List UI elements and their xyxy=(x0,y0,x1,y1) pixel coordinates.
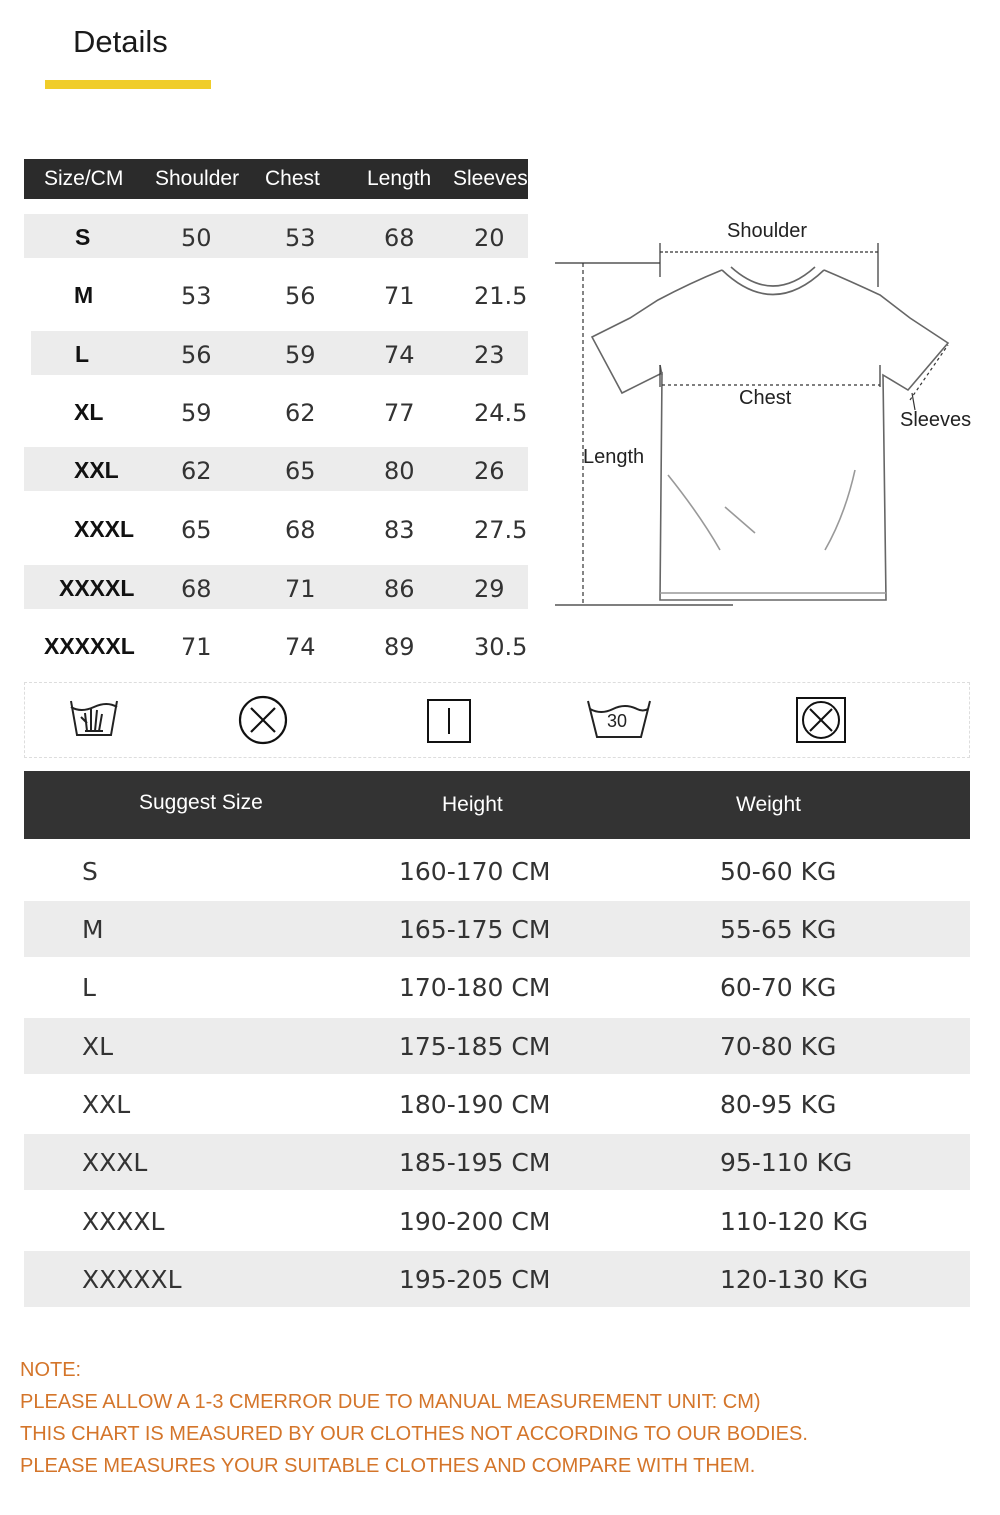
table-row xyxy=(24,1076,970,1132)
table-row xyxy=(24,1193,970,1249)
table-row xyxy=(31,331,528,375)
weight-cell: 55-65 KG xyxy=(720,915,837,944)
chest-cell: 68 xyxy=(285,516,316,544)
length-cell: 77 xyxy=(384,399,415,427)
table-row xyxy=(24,959,970,1015)
height-cell: 160-170 CM xyxy=(399,857,551,886)
sleeves-label: Sleeves xyxy=(900,409,972,431)
table-row xyxy=(24,447,528,491)
length-cell: 74 xyxy=(384,341,415,369)
height-cell: 185-195 CM xyxy=(399,1148,551,1177)
shoulder-cell: 56 xyxy=(181,341,212,369)
line-dry-icon xyxy=(426,698,472,744)
weight-cell: 110-120 KG xyxy=(720,1207,869,1236)
size-col-header: Size/CM xyxy=(44,167,124,190)
tshirt-measurement-diagram xyxy=(550,215,990,615)
table-row xyxy=(24,1134,970,1190)
note-line: PLEASE MEASURES YOUR SUITABLE CLOTHES AND COMPARE WITH THEM. xyxy=(20,1455,756,1477)
sleeves-cell: 21.5 xyxy=(474,282,528,310)
height-cell: 190-200 CM xyxy=(399,1207,551,1236)
suggest-size-cell: XL xyxy=(82,1032,114,1061)
chest-label: Chest xyxy=(739,387,792,409)
table-row xyxy=(24,623,528,667)
note-heading: NOTE: xyxy=(20,1359,82,1381)
table-row xyxy=(24,901,970,957)
chest-cell: 56 xyxy=(285,282,316,310)
note-line: PLEASE ALLOW A 1-3 CMERROR DUE TO MANUAL MEASUREMENT UNIT: CM) xyxy=(20,1391,761,1413)
table-row xyxy=(24,1018,970,1074)
sleeves-cell: 20 xyxy=(474,224,505,252)
size-chart-header xyxy=(24,159,528,199)
length-cell: 71 xyxy=(384,282,415,310)
suggest-size-col-header: Suggest Size xyxy=(139,791,263,814)
size-cell: XXXXXL xyxy=(44,633,135,659)
suggest-size-cell: XXXL xyxy=(82,1148,148,1177)
shoulder-cell: 71 xyxy=(181,633,212,661)
table-row xyxy=(24,1251,970,1307)
height-cell: 165-175 CM xyxy=(399,915,551,944)
sleeves-cell: 23 xyxy=(474,341,505,369)
height-cell: 180-190 CM xyxy=(399,1090,551,1119)
chest-cell: 62 xyxy=(285,399,316,427)
sleeves-cell: 24.5 xyxy=(474,399,528,427)
weight-cell: 50-60 KG xyxy=(720,857,837,886)
suggest-size-cell: XXXXXL xyxy=(82,1265,182,1294)
table-row xyxy=(24,389,528,433)
length-cell: 80 xyxy=(384,457,415,485)
height-cell: 195-205 CM xyxy=(399,1265,551,1294)
wash-30-icon xyxy=(585,697,653,741)
shoulder-cell: 53 xyxy=(181,282,212,310)
length-col-header: Length xyxy=(367,167,432,190)
size-cell: XXXL xyxy=(74,516,135,542)
shoulder-label: Shoulder xyxy=(727,220,808,242)
length-label: Length xyxy=(583,446,645,468)
chest-cell: 59 xyxy=(285,341,316,369)
length-cell: 83 xyxy=(384,516,415,544)
size-chart-table xyxy=(24,159,528,661)
size-cell: M xyxy=(74,282,94,308)
shoulder-cell: 59 xyxy=(181,399,212,427)
height-cell: 175-185 CM xyxy=(399,1032,551,1061)
size-cell: XXXXL xyxy=(59,575,135,601)
suggest-table-header xyxy=(24,771,970,839)
height-cell: 170-180 CM xyxy=(399,973,551,1002)
size-cell: XL xyxy=(74,399,104,425)
do-not-dry-clean-icon xyxy=(237,694,289,746)
suggest-size-cell: S xyxy=(82,857,98,886)
table-row xyxy=(24,565,528,609)
note-line: THIS CHART IS MEASURED BY OUR CLOTHES NOT ACCORDING TO OUR BODIES. xyxy=(20,1423,808,1445)
table-row xyxy=(24,506,528,550)
table-row xyxy=(24,214,528,258)
sleeves-col-header: Sleeves xyxy=(453,167,528,190)
length-cell: 89 xyxy=(384,633,415,661)
suggest-size-cell: XXXXL xyxy=(82,1207,165,1236)
chest-cell: 53 xyxy=(285,224,316,252)
sleeves-cell: 29 xyxy=(474,575,505,603)
table-row xyxy=(24,843,970,899)
length-cell: 68 xyxy=(384,224,415,252)
do-not-tumble-dry-icon xyxy=(795,696,847,744)
wash-temperature: 30 xyxy=(607,711,628,731)
height-col-header: Height xyxy=(442,793,503,816)
sleeves-cell: 30.5 xyxy=(474,633,528,661)
chest-cell: 71 xyxy=(285,575,316,603)
size-cell: XXL xyxy=(74,457,119,483)
shoulder-col-header: Shoulder xyxy=(155,167,240,190)
weight-cell: 120-130 KG xyxy=(720,1265,869,1294)
chest-cell: 74 xyxy=(285,633,316,661)
shoulder-cell: 62 xyxy=(181,457,212,485)
page-title: Details xyxy=(73,24,168,59)
chest-col-header: Chest xyxy=(265,167,320,190)
title-underline xyxy=(45,80,211,89)
shoulder-cell: 68 xyxy=(181,575,212,603)
hand-wash-icon xyxy=(67,693,121,739)
suggest-size-cell: XXL xyxy=(82,1090,131,1119)
care-instructions-bar xyxy=(24,682,970,758)
weight-cell: 70-80 KG xyxy=(720,1032,837,1061)
suggest-size-cell: M xyxy=(82,915,104,944)
weight-cell: 80-95 KG xyxy=(720,1090,837,1119)
notes-section xyxy=(20,1354,980,1482)
weight-cell: 60-70 KG xyxy=(720,973,837,1002)
table-row xyxy=(24,272,528,316)
suggest-size-cell: L xyxy=(82,973,96,1002)
chest-cell: 65 xyxy=(285,457,316,485)
weight-col-header: Weight xyxy=(736,793,801,816)
size-cell: S xyxy=(75,224,91,250)
shoulder-cell: 65 xyxy=(181,516,212,544)
size-cell: L xyxy=(75,341,90,367)
length-cell: 86 xyxy=(384,575,415,603)
sleeves-cell: 27.5 xyxy=(474,516,528,544)
shoulder-cell: 50 xyxy=(181,224,212,252)
sleeves-cell: 26 xyxy=(474,457,505,485)
suggest-size-table xyxy=(24,771,970,1294)
weight-cell: 95-110 KG xyxy=(720,1148,853,1177)
